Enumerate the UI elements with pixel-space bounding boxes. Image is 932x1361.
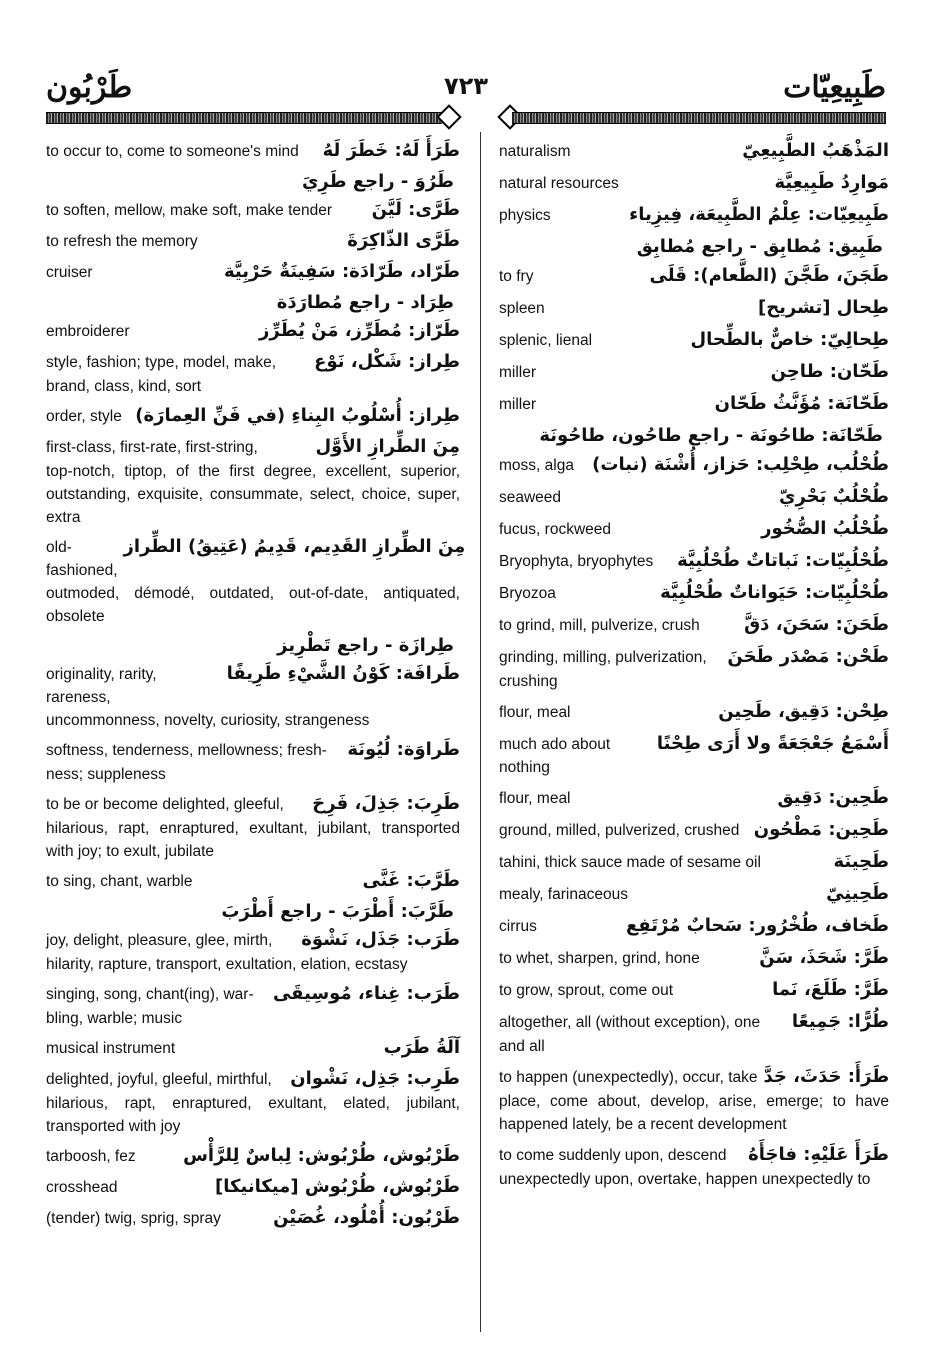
arabic-headword: طَرْبُوش، طُرْبُوش [ميكانيكا] bbox=[215, 1176, 460, 1197]
english-gloss: to occur to, come to someone's mind bbox=[46, 143, 299, 160]
english-gloss: moss, alga bbox=[499, 457, 574, 474]
english-gloss-continuation: hilarity, rapture, transport, exultation, elation, ecstasy bbox=[46, 956, 408, 973]
english-gloss: joy, delight, pleasure, glee, mirth, bbox=[46, 932, 273, 949]
english-gloss: to come suddenly upon, descend bbox=[499, 1147, 727, 1164]
arabic-headword: طِراز: شَكْل، نَوْع bbox=[314, 351, 460, 372]
dictionary-entry bbox=[46, 663, 460, 732]
arabic-headword: طَرَّى الذّاكِرَةَ bbox=[347, 230, 460, 251]
arabic-headword: طَرَب: جَذَل، نَشْوَة bbox=[301, 929, 460, 950]
arabic-headword: طَرَأَ عَلَيْهِ: فاجَأَهُ bbox=[748, 1144, 889, 1165]
english-gloss: cirrus bbox=[499, 918, 537, 935]
dictionary-entry bbox=[499, 1144, 889, 1191]
english-gloss: ground, milled, pulverized, crushed bbox=[499, 822, 740, 839]
english-gloss-continuation: brand, class, kind, sort bbox=[46, 378, 202, 395]
arabic-headword: طَحِينِيّ bbox=[826, 883, 889, 904]
dictionary-entry bbox=[499, 297, 889, 321]
dictionary-entry bbox=[499, 172, 889, 196]
english-gloss: to grow, sprout, come out bbox=[499, 982, 674, 999]
dictionary-entry bbox=[46, 436, 460, 529]
dictionary-entry bbox=[46, 1068, 460, 1138]
arabic-headword: طِحال [تشريح] bbox=[757, 297, 889, 318]
arabic-headword: طَرَّ: طَلَعَ، نَما bbox=[772, 979, 889, 1000]
dictionary-entry bbox=[46, 983, 460, 1030]
english-gloss: first-class, first-rate, first-string, bbox=[46, 439, 258, 456]
column-divider bbox=[480, 132, 481, 1332]
english-gloss-continuation: hilarious, rapt, enraptured, exultant, elated, jubilant, transported with joy bbox=[46, 1095, 460, 1135]
dictionary-entry bbox=[499, 425, 889, 446]
dictionary-entry bbox=[499, 1066, 889, 1136]
ornamental-rule-right bbox=[512, 112, 886, 124]
arabic-headword: آلَةُ طَرَب bbox=[383, 1037, 460, 1058]
arabic-headword: طَحِين: مَطْحُون bbox=[753, 819, 889, 840]
arabic-headword: طَخاف، طُخْرُور: سَحابٌ مُرْتَفِع bbox=[626, 915, 889, 936]
dictionary-entry bbox=[499, 787, 889, 811]
english-gloss-continuation: crushing bbox=[499, 673, 558, 690]
arabic-headword: أَسْمَعُ جَعْجَعَةً ولا أَرَى طِحْنًا bbox=[656, 733, 889, 754]
dictionary-entry bbox=[46, 351, 460, 398]
english-gloss: style, fashion; type, model, make, bbox=[46, 354, 277, 371]
dictionary-entry bbox=[46, 536, 466, 628]
english-gloss: to happen (unexpectedly), occur, take bbox=[499, 1069, 758, 1086]
dictionary-entry bbox=[499, 361, 889, 385]
dictionary-entry bbox=[46, 635, 460, 656]
rule-diamond-ornament bbox=[436, 104, 461, 129]
arabic-headword: طَرَّبَ: غَنَّى bbox=[362, 870, 460, 891]
english-gloss: embroiderer bbox=[46, 323, 130, 340]
dictionary-entry bbox=[46, 261, 460, 285]
arabic-headword: طَحّان: طاحِن bbox=[770, 361, 889, 382]
dictionary-entry bbox=[499, 265, 889, 289]
running-head-first-word: طَبِيعِيّات bbox=[783, 70, 886, 105]
arabic-headword: طُحْلُبٌ بَحْرِيّ bbox=[778, 486, 889, 507]
dictionary-entry bbox=[46, 1176, 460, 1200]
dictionary-entry bbox=[499, 582, 889, 606]
english-gloss: to sing, chant, warble bbox=[46, 873, 193, 890]
arabic-cross-reference: طَبِيق: مُطابِق - راجع مُطابِق bbox=[636, 236, 883, 257]
english-gloss-continuation: hilarious, rapt, enraptured, exultant, jubilant, transported with joy; to exult, jubilate bbox=[46, 820, 460, 860]
dictionary-entry bbox=[46, 405, 460, 429]
english-gloss-continuation: ness; suppleness bbox=[46, 766, 166, 783]
english-gloss: cruiser bbox=[46, 264, 93, 281]
english-gloss: singing, song, chant(ing), war- bbox=[46, 986, 254, 1003]
arabic-cross-reference: طِرَاد - راجع مُطارَدَة bbox=[276, 292, 454, 313]
arabic-headword: طُحْلُبِيّات: حَيَواناتٌ طُحْلُبِيَّة bbox=[660, 582, 889, 603]
dictionary-entry bbox=[499, 393, 889, 417]
english-gloss: naturalism bbox=[499, 143, 571, 160]
arabic-headword: طَرْبُون: أُمْلُود، غُصَيْن bbox=[273, 1207, 460, 1228]
arabic-headword: مِنَ الطِّرازِ الأَوَّل bbox=[315, 436, 460, 457]
english-gloss: flour, meal bbox=[499, 790, 571, 807]
dictionary-entry bbox=[499, 915, 889, 939]
english-gloss: (tender) twig, sprig, spray bbox=[46, 1210, 221, 1227]
english-gloss-continuation: and all bbox=[499, 1038, 545, 1055]
english-gloss: musical instrument bbox=[46, 1040, 176, 1057]
english-gloss: to refresh the memory bbox=[46, 233, 198, 250]
dictionary-entry bbox=[46, 739, 460, 786]
dictionary-entry bbox=[499, 819, 889, 843]
left-column bbox=[46, 140, 466, 1238]
dictionary-entry bbox=[46, 929, 460, 976]
english-gloss: mealy, farinaceous bbox=[499, 886, 628, 903]
dictionary-entry bbox=[46, 171, 460, 192]
english-gloss-continuation: bling, warble; music bbox=[46, 1010, 183, 1027]
dictionary-entry bbox=[499, 851, 889, 875]
dictionary-entry bbox=[499, 979, 889, 1003]
dictionary-entry bbox=[46, 793, 460, 863]
arabic-headword: طَجَنَ، طَجَّنَ (الطَّعام): قَلَى bbox=[649, 265, 889, 286]
dictionary-entry bbox=[499, 454, 889, 478]
arabic-headword: طَرَأَ لَهُ: خَطَرَ لَهُ bbox=[322, 140, 460, 161]
arabic-headword: المَذْهَبُ الطَّبِيعِيّ bbox=[742, 140, 889, 161]
arabic-headword: طُحْلُبِيّات: نَباتاتٌ طُحْلُبِيَّة bbox=[677, 550, 889, 571]
dictionary-entry bbox=[46, 292, 460, 313]
english-gloss: miller bbox=[499, 396, 537, 413]
arabic-headword: طِراز: أُسْلُوبُ البِناءِ (في فَنِّ العِمارَة) bbox=[135, 405, 460, 426]
page-number: ٧٢٣ bbox=[444, 72, 488, 100]
arabic-headword: طَرَأَ: حَدَثَ، جَدَّ bbox=[763, 1066, 890, 1087]
english-gloss: order, style bbox=[46, 408, 122, 425]
arabic-headword: طَرّاز: مُطَرِّز، مَنْ يُطَرِّز bbox=[259, 320, 460, 341]
english-gloss-continuation: top-notch, tiptop, of the first degree, excellent, superior, outstanding, exquisite, consummate, select, choice, super, extra bbox=[46, 463, 460, 526]
arabic-headword: طَرَّى: لَيَّنَ bbox=[371, 199, 460, 220]
arabic-headword: طَرِبَ: جَذِلَ، فَرِحَ bbox=[312, 793, 460, 814]
dictionary-entry bbox=[46, 1037, 460, 1061]
english-gloss: seaweed bbox=[499, 489, 562, 506]
dictionary-entry bbox=[46, 901, 460, 922]
dictionary-entry bbox=[499, 701, 889, 725]
arabic-cross-reference: طِرازَة - راجع تَطْرِيز bbox=[277, 635, 454, 656]
dictionary-entry bbox=[499, 486, 889, 510]
arabic-headword: طَحَنَ: سَحَنَ، دَقَّ bbox=[744, 614, 889, 635]
arabic-headword: طُرًّا: جَمِيعًا bbox=[791, 1011, 889, 1032]
arabic-headword: طِحالِيّ: خاصٌّ بالطِّحال bbox=[690, 329, 889, 350]
arabic-headword: طَراوَة: لُيُونَة bbox=[347, 739, 460, 760]
arabic-headword: طُحْلُب، طِحْلِب: حَزاز، أُشْنَة (نبات) bbox=[592, 454, 889, 475]
arabic-headword: طَرافَة: كَوْنُ الشَّيْءِ طَرِيفًا bbox=[226, 663, 460, 684]
english-gloss-continuation: unexpectedly upon, overtake, happen unexpectedly to bbox=[499, 1171, 871, 1188]
dictionary-entry bbox=[499, 1011, 889, 1058]
english-gloss: tahini, thick sauce made of sesame oil bbox=[499, 854, 761, 871]
arabic-cross-reference: طَحّانَة: طاحُونَة - راجع طاحُون، طاحُونَة bbox=[539, 425, 883, 446]
arabic-headword: مِنَ الطِّرازِ القَدِيم، قَدِيمُ (عَتِيقُ) الطِّراز bbox=[123, 536, 466, 557]
english-gloss: altogether, all (without exception), one bbox=[499, 1014, 761, 1031]
english-gloss: crosshead bbox=[46, 1179, 118, 1196]
english-gloss-continuation: place, come about, develop, arise, emerge; to have happened lately, be a recent development bbox=[499, 1093, 889, 1133]
english-gloss: to be or become delighted, gleeful, bbox=[46, 796, 284, 813]
english-gloss: to grind, mill, pulverize, crush bbox=[499, 617, 700, 634]
arabic-headword: طَرّاد، طَرّادَة: سَفِينَةٌ حَرْبِيَّة bbox=[223, 261, 460, 282]
english-gloss: Bryophyta, bryophytes bbox=[499, 553, 654, 570]
english-gloss: much ado about nothing bbox=[499, 736, 611, 776]
english-gloss: physics bbox=[499, 207, 551, 224]
dictionary-entry bbox=[46, 320, 460, 344]
dictionary-entry bbox=[499, 733, 889, 779]
english-gloss-continuation: uncommonness, novelty, curiosity, strangeness bbox=[46, 712, 370, 729]
english-gloss: Bryozoa bbox=[499, 585, 556, 602]
dictionary-entry bbox=[46, 140, 460, 164]
arabic-headword: طَبِيعِيّات: عِلْمُ الطَّبِيعَة، فِيزِياء bbox=[629, 204, 889, 225]
english-gloss: natural resources bbox=[499, 175, 619, 192]
english-gloss: originality, rarity, rareness, bbox=[46, 666, 157, 706]
english-gloss: miller bbox=[499, 364, 537, 381]
english-gloss: to soften, mellow, make soft, make tender bbox=[46, 202, 333, 219]
dictionary-entry bbox=[46, 199, 460, 223]
dictionary-entry bbox=[499, 329, 889, 353]
dictionary-entry bbox=[499, 550, 889, 574]
arabic-headword: مَوارِدُ طَبِيعِيَّة bbox=[774, 172, 889, 193]
right-column bbox=[499, 140, 889, 1199]
english-gloss: to whet, sharpen, grind, hone bbox=[499, 950, 700, 967]
english-gloss: grinding, milling, pulverization, bbox=[499, 649, 707, 666]
english-gloss: softness, tenderness, mellowness; fresh- bbox=[46, 742, 327, 759]
english-gloss: old-fashioned, bbox=[46, 539, 118, 579]
dictionary-entry bbox=[46, 870, 460, 894]
arabic-headword: طَحّانَة: مُؤَنَّثُ طَحّان bbox=[714, 393, 889, 414]
dictionary-entry bbox=[499, 883, 889, 907]
english-gloss: spleen bbox=[499, 300, 545, 317]
english-gloss: fucus, rockweed bbox=[499, 521, 611, 538]
arabic-headword: طَحِينَة bbox=[833, 851, 889, 872]
english-gloss: splenic, lienal bbox=[499, 332, 593, 349]
dictionary-entry bbox=[499, 646, 889, 693]
english-gloss: to fry bbox=[499, 268, 534, 285]
english-gloss: delighted, joyful, gleeful, mirthful, bbox=[46, 1071, 272, 1088]
arabic-headword: طَرَّ: شَحَذَ، سَنَّ bbox=[759, 947, 889, 968]
arabic-headword: طَرَب: غِناء، مُوسِيقَى bbox=[272, 983, 460, 1004]
dictionary-entry bbox=[499, 236, 889, 257]
dictionary-entry bbox=[499, 947, 889, 971]
ornamental-rule-left bbox=[46, 112, 442, 124]
dictionary-entry bbox=[499, 614, 889, 638]
arabic-headword: طُحْلُبُ الصُّخُور bbox=[761, 518, 889, 539]
arabic-headword: طِحْن: دَقِيق، طَحِين bbox=[718, 701, 889, 722]
arabic-cross-reference: طَرَّبَ: أَطْرَبَ - راجع أَطْرَبَ bbox=[221, 901, 454, 922]
arabic-headword: طَحْن: مَصْدَر طَحَنَ bbox=[727, 646, 889, 667]
dictionary-entry bbox=[499, 204, 889, 228]
dictionary-entry bbox=[46, 1145, 460, 1169]
english-gloss-continuation: outmoded, démodé, outdated, out-of-date, antiquated, obsolete bbox=[46, 585, 460, 625]
arabic-headword: طَرْبُوش، طُرْبُوش: لِباسٌ لِلرَّأْس bbox=[183, 1145, 460, 1166]
dictionary-entry bbox=[499, 518, 889, 542]
dictionary-entry bbox=[46, 1207, 460, 1231]
running-head-last-word: طَرْبُون bbox=[46, 70, 133, 105]
arabic-headword: طَحِين: دَقِيق bbox=[777, 787, 889, 808]
dictionary-entry bbox=[46, 230, 460, 254]
dictionary-entry bbox=[499, 140, 889, 164]
english-gloss: flour, meal bbox=[499, 704, 571, 721]
arabic-cross-reference: طَرُوَ - راجع طَرِيَ bbox=[301, 171, 454, 192]
arabic-headword: طَرِب: جَذِل، نَشْوان bbox=[290, 1068, 460, 1089]
english-gloss: tarboosh, fez bbox=[46, 1148, 136, 1165]
